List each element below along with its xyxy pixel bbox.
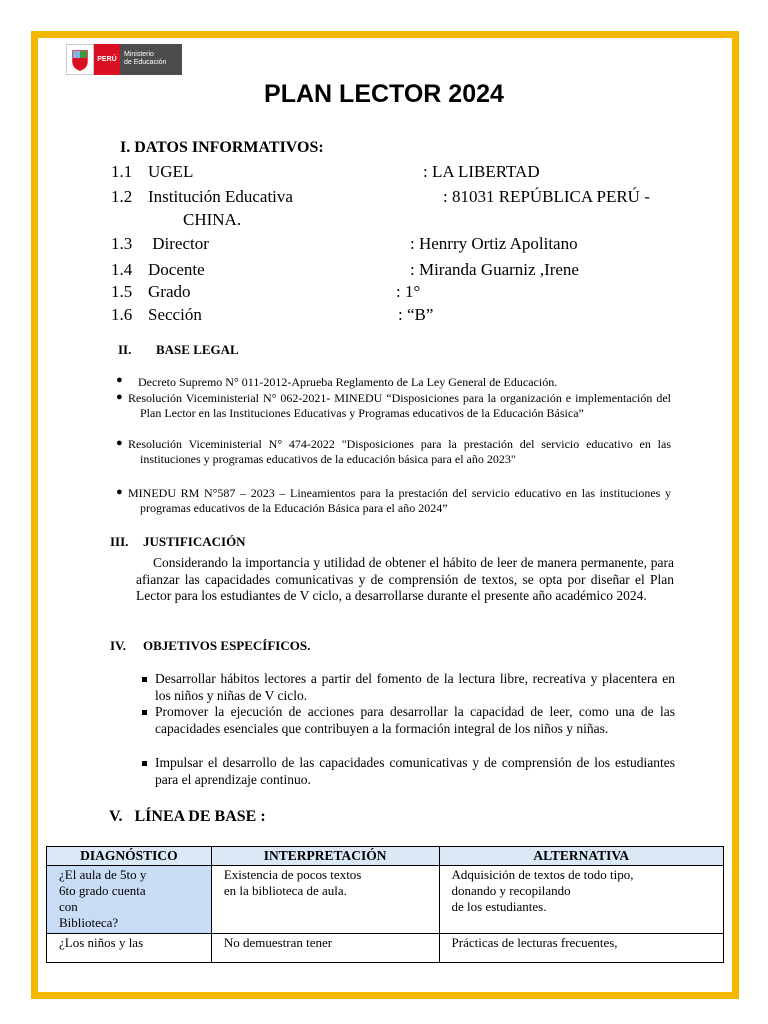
- legal-item: [128, 391, 671, 421]
- cell-line: con: [59, 899, 78, 914]
- legal-item-text: Resolución Viceministerial N° 062-2021- MINEDU “Disposiciones para la organización e implementación del Plan Lector en las Instituciones Educativas y Programas educativos de la Educación Básica”: [128, 391, 671, 420]
- info-row-num: 1.4: [111, 260, 133, 279]
- alternative-cell: [439, 866, 723, 934]
- square-bullet-icon: [142, 710, 147, 715]
- minedu-logo: [66, 44, 182, 75]
- bullet-icon: ●: [116, 437, 123, 449]
- table-row: [47, 934, 724, 963]
- column-header: INTERPRETACIÓN: [211, 847, 439, 866]
- cell-line: Biblioteca?: [59, 915, 119, 930]
- section4-number: IV.: [110, 638, 127, 653]
- objective-item: Impulsar el desarrollo de las capacidades comunicativas y de comprensión de los estudiantes para el aprendizaje continuo.: [155, 755, 675, 787]
- info-row-num: 1.1: [111, 162, 133, 181]
- cell-line: 6to grado cuenta: [59, 883, 146, 898]
- info-row-label: Grado: [148, 282, 191, 301]
- document-title: PLAN LECTOR 2024: [264, 80, 504, 108]
- legal-item: Decreto Supremo N° 011-2012-Aprueba Reglamento de La Ley General de Educación.: [138, 375, 558, 389]
- info-row-value: : 81031 REPÚBLICA PERÚ -: [443, 187, 650, 206]
- logo-ministry-line2: de Educación: [124, 59, 167, 66]
- cell-line: No demuestran tener: [223, 935, 333, 950]
- diagnosis-cell: [47, 866, 212, 934]
- cell-line: Adquisición de textos de todo tipo,: [451, 867, 634, 882]
- alternative-cell: [439, 934, 723, 963]
- section5-heading: V. LÍNEA DE BASE :: [109, 808, 266, 825]
- legal-item-text: Resolución Viceministerial N° 474-2022 "Disposiciones para la prestación del servicio educativo en las instituciones y programas educativos de la educación básica para el año 2023": [128, 437, 671, 466]
- info-row-value: : “B”: [398, 305, 434, 324]
- bullet-icon: ●: [116, 486, 123, 498]
- cell-line: Existencia de pocos textos: [223, 867, 362, 882]
- cell-line: Prácticas de lecturas frecuentes,: [451, 935, 618, 950]
- info-row-label: Institución Educativa: [148, 187, 293, 206]
- section2-number: II.: [118, 342, 132, 357]
- info-row-label: Director: [148, 234, 209, 253]
- section4-heading: OBJETIVOS ESPECÍFICOS.: [143, 638, 311, 653]
- logo-country: PERÚ: [94, 44, 120, 75]
- square-bullet-icon: [142, 677, 147, 682]
- interpretation-cell: [211, 866, 439, 934]
- info-row-num: 1.2: [111, 187, 133, 206]
- table-header-row: [47, 847, 724, 866]
- info-row-label: Docente: [148, 260, 205, 279]
- section3-number: III.: [110, 534, 129, 549]
- objective-item: Promover la ejecución de acciones para desarrollar la capacidad de leer, como una de las capacidades esenciales que contribuyen a la formación integral de los niños y niñas.: [155, 704, 675, 736]
- interpretation-cell: [211, 934, 439, 963]
- info-row-value-cont: CHINA.: [183, 210, 242, 229]
- baseline-table: [46, 846, 724, 963]
- cell-line: donando y recopilando: [451, 883, 571, 898]
- info-row-num: 1.3: [111, 234, 133, 253]
- section3-heading: JUSTIFICACIÓN: [143, 534, 246, 549]
- peru-coat-of-arms-icon: [66, 44, 94, 75]
- square-bullet-icon: [142, 761, 147, 766]
- cell-line: en la biblioteca de aula.: [223, 883, 347, 898]
- diagnosis-cell: [47, 934, 212, 963]
- info-row-label: Sección: [148, 305, 202, 324]
- info-row-value: : LA LIBERTAD: [423, 162, 540, 181]
- cell-line: de los estudiantes.: [451, 899, 547, 914]
- info-row-label: UGEL: [148, 162, 194, 181]
- bullet-icon: ●: [116, 374, 123, 386]
- column-header: DIAGNÓSTICO: [47, 847, 212, 866]
- cell-line: ¿Los niños y las: [59, 935, 144, 950]
- section1-heading: I. DATOS INFORMATIVOS:: [120, 139, 324, 156]
- bullet-icon: ●: [116, 391, 123, 403]
- cell-line: ¿El aula de 5to y: [59, 867, 147, 882]
- section2-heading: BASE LEGAL: [156, 342, 239, 357]
- legal-item-text: MINEDU RM N°587 – 2023 – Lineamientos para la prestación del servicio educativo en las instituciones y programas educativos de la Educación Básica para el año 2024”: [128, 486, 671, 515]
- justification-text: Considerando la importancia y utilidad de obtener el hábito de leer de manera permanente, para afianzar las capacidades comunicativas y de comprensión de textos, se opta por diseñar el Plan Lector para los estudiantes de V ciclo, a desarrollarse durante el presente año académico 2024.: [136, 555, 674, 603]
- logo-ministry-line1: Ministerio: [124, 51, 154, 58]
- info-row-num: 1.5: [111, 282, 133, 301]
- info-row-value: : Henrry Ortiz Apolitano: [410, 234, 578, 253]
- info-row-value: : Miranda Guarniz ,Irene: [410, 260, 579, 279]
- logo-ministry: [120, 44, 182, 75]
- info-row-value: : 1°: [396, 282, 421, 301]
- legal-item: [128, 437, 671, 467]
- legal-item: [128, 486, 671, 516]
- objective-item: Desarrollar hábitos lectores a partir del fomento de la lectura libre, recreativa y placentera en los niños y niñas de V ciclo.: [155, 671, 675, 703]
- column-header: ALTERNATIVA: [439, 847, 723, 866]
- info-row-num: 1.6: [111, 305, 133, 324]
- table-row: [47, 866, 724, 934]
